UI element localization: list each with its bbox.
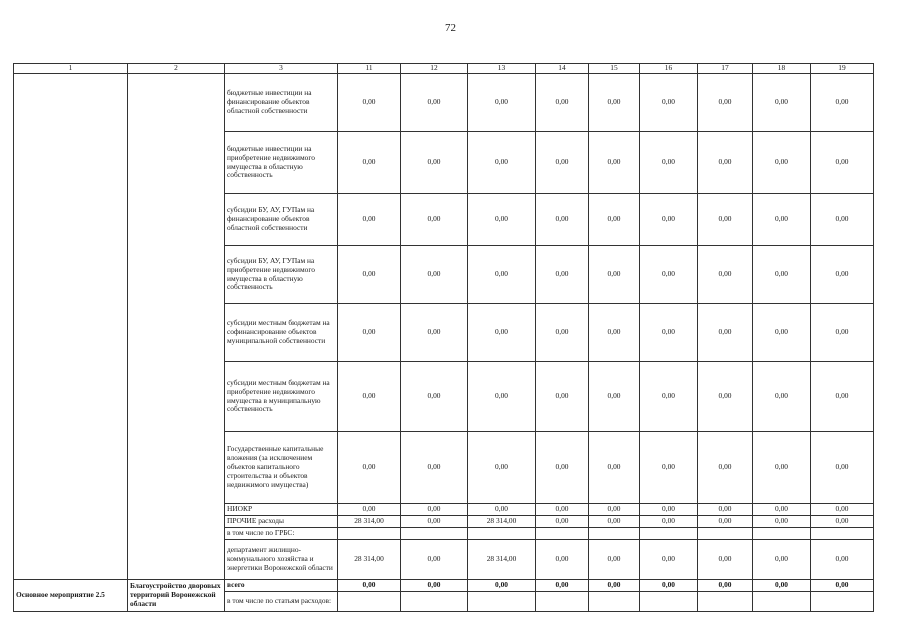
value-cell: 0,00 xyxy=(338,304,401,362)
value-cell: 0,00 xyxy=(640,504,698,516)
value-cell: 0,00 xyxy=(811,539,874,579)
value-cell: 0,00 xyxy=(698,362,753,432)
value-cell: 0,00 xyxy=(811,504,874,516)
value-cell: 0,00 xyxy=(811,515,874,527)
empty-value-cell xyxy=(640,591,698,611)
header-row xyxy=(14,64,874,74)
value-cell: 0,00 xyxy=(401,432,468,504)
row-label: субсидии местным бюджетам на софинансирование объектов муниципальной собственности xyxy=(225,304,338,362)
row-label: в том числе по ГРБС: xyxy=(225,527,338,539)
column-header: 3 xyxy=(225,64,338,74)
value-cell: 0,00 xyxy=(811,432,874,504)
value-cell: 0,00 xyxy=(640,539,698,579)
row-label: бюджетные инвестиции на приобретение недвижимого имущества в областную собственность xyxy=(225,132,338,194)
value-cell: 0,00 xyxy=(698,132,753,194)
value-cell xyxy=(811,527,874,539)
value-cell: 0,00 xyxy=(698,74,753,132)
value-cell: 28 314,00 xyxy=(338,539,401,579)
value-cell: 0,00 xyxy=(536,74,589,132)
value-cell: 0,00 xyxy=(640,74,698,132)
value-cell: 0,00 xyxy=(468,304,536,362)
value-cell: 0,00 xyxy=(536,432,589,504)
value-cell: 0,00 xyxy=(811,246,874,304)
value-cell: 0,00 xyxy=(468,504,536,516)
value-cell: 0,00 xyxy=(338,432,401,504)
value-cell: 0,00 xyxy=(753,362,811,432)
value-cell: 0,00 xyxy=(811,132,874,194)
value-cell: 0,00 xyxy=(589,194,640,246)
value-cell: 0,00 xyxy=(401,515,468,527)
value-cell: 0,00 xyxy=(753,74,811,132)
value-cell: 0,00 xyxy=(811,304,874,362)
value-cell xyxy=(753,527,811,539)
value-cell: 0,00 xyxy=(401,304,468,362)
value-cell: 0,00 xyxy=(640,515,698,527)
value-cell: 0,00 xyxy=(589,362,640,432)
value-cell: 0,00 xyxy=(338,362,401,432)
total-value-cell: 0,00 xyxy=(753,579,811,591)
total-value-cell: 0,00 xyxy=(401,579,468,591)
value-cell: 0,00 xyxy=(536,539,589,579)
value-cell: 0,00 xyxy=(811,74,874,132)
value-cell: 0,00 xyxy=(536,246,589,304)
value-cell: 0,00 xyxy=(338,504,401,516)
value-cell: 0,00 xyxy=(698,504,753,516)
value-cell: 0,00 xyxy=(401,539,468,579)
value-cell: 0,00 xyxy=(753,132,811,194)
value-cell xyxy=(640,527,698,539)
value-cell: 0,00 xyxy=(536,515,589,527)
value-cell: 0,00 xyxy=(589,504,640,516)
value-cell: 0,00 xyxy=(698,432,753,504)
row-label: бюджетные инвестиции на финансирование объектов областной собственности xyxy=(225,74,338,132)
value-cell: 0,00 xyxy=(401,194,468,246)
table-body xyxy=(14,74,874,612)
value-cell xyxy=(698,527,753,539)
empty-value-cell xyxy=(468,591,536,611)
value-cell: 0,00 xyxy=(536,132,589,194)
total-label: всего xyxy=(225,579,338,591)
column-header: 12 xyxy=(401,64,468,74)
row-label: Государственные капитальные вложения (за исключением объектов капитального строительства и объектов недвижимого имущества) xyxy=(225,432,338,504)
empty-value-cell xyxy=(401,591,468,611)
total-value-cell: 0,00 xyxy=(589,579,640,591)
value-cell: 0,00 xyxy=(589,304,640,362)
column-header: 19 xyxy=(811,64,874,74)
value-cell: 0,00 xyxy=(640,432,698,504)
total-value-cell: 0,00 xyxy=(640,579,698,591)
column-header: 2 xyxy=(128,64,225,74)
value-cell: 0,00 xyxy=(468,362,536,432)
value-cell: 0,00 xyxy=(589,515,640,527)
value-cell: 0,00 xyxy=(468,74,536,132)
row-label: субсидии местным бюджетам на приобретение недвижимого имущества в муниципальную собственность xyxy=(225,362,338,432)
value-cell: 0,00 xyxy=(401,74,468,132)
column-header: 14 xyxy=(536,64,589,74)
value-cell: 0,00 xyxy=(698,515,753,527)
empty-cell-col1 xyxy=(14,74,128,580)
empty-value-cell xyxy=(338,591,401,611)
value-cell: 0,00 xyxy=(811,362,874,432)
value-cell: 0,00 xyxy=(589,246,640,304)
column-header: 17 xyxy=(698,64,753,74)
value-cell: 0,00 xyxy=(640,132,698,194)
page-number: 72 xyxy=(445,22,456,34)
value-cell: 0,00 xyxy=(753,432,811,504)
value-cell: 0,00 xyxy=(589,432,640,504)
value-cell: 0,00 xyxy=(536,194,589,246)
column-header: 13 xyxy=(468,64,536,74)
value-cell: 0,00 xyxy=(698,246,753,304)
total-value-cell: 0,00 xyxy=(468,579,536,591)
total-value-cell: 0,00 xyxy=(811,579,874,591)
value-cell: 0,00 xyxy=(468,194,536,246)
value-cell: 0,00 xyxy=(536,304,589,362)
value-cell: 0,00 xyxy=(698,194,753,246)
column-header: 18 xyxy=(753,64,811,74)
value-cell: 0,00 xyxy=(753,504,811,516)
value-cell: 0,00 xyxy=(640,194,698,246)
value-cell: 0,00 xyxy=(753,515,811,527)
value-cell: 0,00 xyxy=(536,362,589,432)
section-code: Основное мероприятие 2.5 xyxy=(14,579,128,611)
value-cell: 0,00 xyxy=(753,246,811,304)
value-cell: 28 314,00 xyxy=(468,515,536,527)
value-cell xyxy=(338,527,401,539)
value-cell: 0,00 xyxy=(640,304,698,362)
value-cell: 0,00 xyxy=(401,362,468,432)
column-header: 15 xyxy=(589,64,640,74)
row-label: субсидии БУ, АУ, ГУПам на приобретение недвижимого имущества в областную собственность xyxy=(225,246,338,304)
row-label: департамент жилищно-коммунального хозяйства и энергетики Воронежской области xyxy=(225,539,338,579)
value-cell: 0,00 xyxy=(338,194,401,246)
value-cell xyxy=(536,527,589,539)
budget-table xyxy=(13,63,874,612)
value-cell: 0,00 xyxy=(338,74,401,132)
value-cell: 0,00 xyxy=(338,246,401,304)
table-row xyxy=(14,74,874,132)
value-cell: 0,00 xyxy=(589,74,640,132)
value-cell: 0,00 xyxy=(698,539,753,579)
section-title: Благоустройство дворовых территорий Воронежской области xyxy=(128,579,225,611)
total-value-cell: 0,00 xyxy=(338,579,401,591)
value-cell xyxy=(468,527,536,539)
value-cell: 0,00 xyxy=(401,132,468,194)
value-cell: 0,00 xyxy=(589,539,640,579)
column-header: 11 xyxy=(338,64,401,74)
empty-value-cell xyxy=(753,591,811,611)
value-cell: 0,00 xyxy=(811,194,874,246)
value-cell: 0,00 xyxy=(640,362,698,432)
value-cell xyxy=(401,527,468,539)
value-cell: 0,00 xyxy=(753,539,811,579)
value-cell: 0,00 xyxy=(698,304,753,362)
column-header: 1 xyxy=(14,64,128,74)
empty-value-cell xyxy=(589,591,640,611)
value-cell: 0,00 xyxy=(468,246,536,304)
empty-value-cell xyxy=(811,591,874,611)
row-label: НИОКР xyxy=(225,504,338,516)
value-cell: 0,00 xyxy=(338,132,401,194)
value-cell xyxy=(589,527,640,539)
empty-value-cell xyxy=(536,591,589,611)
total-value-cell: 0,00 xyxy=(698,579,753,591)
column-header: 16 xyxy=(640,64,698,74)
empty-value-cell xyxy=(698,591,753,611)
value-cell: 0,00 xyxy=(640,246,698,304)
articles-label: в том числе по статьям расходов: xyxy=(225,591,338,611)
row-label: субсидии БУ, АУ, ГУПам на финансирование объектов областной собственности xyxy=(225,194,338,246)
value-cell: 0,00 xyxy=(401,246,468,304)
value-cell: 28 314,00 xyxy=(338,515,401,527)
empty-cell-col2 xyxy=(128,74,225,580)
value-cell: 0,00 xyxy=(468,132,536,194)
value-cell: 0,00 xyxy=(753,194,811,246)
row-label: ПРОЧИЕ расходы xyxy=(225,515,338,527)
value-cell: 28 314,00 xyxy=(468,539,536,579)
total-value-cell: 0,00 xyxy=(536,579,589,591)
value-cell: 0,00 xyxy=(468,432,536,504)
value-cell: 0,00 xyxy=(536,504,589,516)
section-total-row xyxy=(14,579,874,591)
value-cell: 0,00 xyxy=(589,132,640,194)
value-cell: 0,00 xyxy=(753,304,811,362)
value-cell: 0,00 xyxy=(401,504,468,516)
